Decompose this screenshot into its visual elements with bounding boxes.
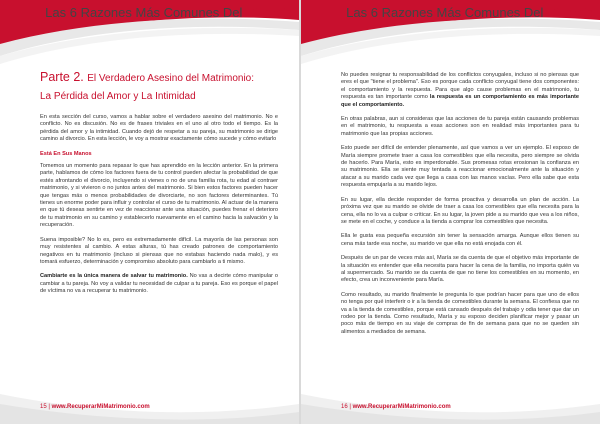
chapter-title-line2: La Pérdida del Amor y La Intimidad	[40, 91, 196, 102]
left-page	[0, 0, 299, 424]
body-paragraph: Ella le gusta esa pequeña excursión sin tener la sensación amarga. Aunque ellos tienen su cena más tarde esa noche, su marido ve que ella no está enojada con él.	[341, 233, 579, 247]
body-paragraph: Después de un par de veces más así, María se da cuenta de que el objetivo más importante de la situación es entender que ella necesita para hacer la cena de la familia, no importa quién va al supermercado. Su marido se da cuenta de que no tiene los comestibles en su momento, en efecto, crea un inconveniente para María.	[341, 255, 579, 284]
chapter-number: Parte 2.	[40, 70, 84, 84]
header-title: Las 6 Razones Más Comunes Del Divorcio	[346, 5, 594, 20]
header-title: Las 6 Razones Más Comunes Del Divorcio	[45, 5, 293, 20]
body-paragraph: No puedes resignar tu responsabilidad de los conflictos conyugales, incluso si no piensas que eres el que "tiene el problema". Eso es porque cada conflicto conyugal tiene dos componentes: el comportamiento y la respuesta. Para que algo cause problemas en el matrimonio, tu respuesta es tan importante como la respuesta es un comportamiento es más importante que el comportamiento.	[341, 72, 579, 108]
body-paragraph: Cambiarte es la única manera de salvar tu matrimonio. No vas a decirte cómo manipular o cambiar a tu pareja. No voy a validar tu necesidad de culpar a tu pareja. Eso es porque el papel de víctima no va a recuperar tu matrimonio.	[40, 273, 278, 295]
intro-paragraph: En esta sección del curso, vamos a hablar sobre el verdadero asesino del matrimonio. No e conflicto. No es discusión. No es de frases triviales en el uno al otro todo el tiempo. Es la pérdida del amor y la intimidad. Cuando dejó de respetar a su pareja, su matrimonio se dirige camino al divorcio. En esta lección, le voy a mostrar exactamente cómo sucede y cómo evitarlo	[40, 114, 278, 143]
body-paragraph: Suena imposible? No lo es, pero es extremadamente difícil. La mayoría de las personas son muy resistentes al cambio. A estas alturas, tú has creado patrones de comportamiento negativos en tu matrimonio (incluso si piensas que no estabas haciendo nada malo), y es tomará esfuerzo, determinación y compromiso absoluto para cambiarlo a ti mismo.	[40, 236, 278, 265]
footer-swoosh-graphic	[0, 364, 299, 424]
page-number: 15	[40, 404, 47, 410]
page-footer: 16 | www.RecuperarMiMatrimonio.com	[341, 404, 451, 410]
body-paragraph: En otras palabras, aun si consideras que las acciones de tu pareja están causando problemas en el matrimonio, tu respuesta a esas acciones son en realidad más importantes para tu matrimonio que las propias acciones.	[341, 116, 579, 137]
right-body-text	[341, 72, 579, 343]
chapter-heading	[40, 70, 285, 104]
chapter-subtitle: El Verdadero Asesino del Matrimonio:	[87, 73, 255, 84]
section-heading: Está En Sus Manos	[40, 150, 92, 157]
body-paragraph: En su lugar, ella decide responder de forma proactiva y desarrolla un plan de acción. La próxima vez que su marido se olvide de traer a casa los comestibles que ella necesita para la cena, ella no lo va a culpar o criticar. En su lugar, la joven pide a su marido que vea a los niños, se mete en el coche, y conduce a la tienda a comprar los comestibles que necesita.	[341, 196, 579, 225]
body-paragraph: Tomemos un momento para repasar lo que has aprendido en la lección anterior. En la primera parte, hablamos de cómo los factores fuera de tu control pueden afectar la probabilidad de que estés afrontando el divorcio, incluyendo si vienes o no de una familia rota, tu edad al contraer matrimonio, y si vivieron o no juntos antes del matrimonio. Si bien estos factores pueden hacer que tengas más o menos probabilidades de divorciarte, no son factores determinantes. Tú tienes un enorme poder para influir y controlar el curso de tu matrimonio. Al actuar de la manera en que tú deseas sentirte en vez de reaccionar ante una situación, puedes frenar el deterioro de tu matrimonio en su camino y establecerlo nuevamente en el camino hacia la salvación y la recuperación.	[40, 163, 278, 229]
footer-url[interactable]: www.RecuperarMiMatrimonio.com	[352, 404, 451, 410]
footer-url[interactable]: www.RecuperarMiMatrimonio.com	[51, 404, 150, 410]
page-number: 16	[341, 404, 348, 410]
body-paragraph: Como resultado, su marido finalmente le pregunta lo que podrían hacer para que uno de ellos no tenga por qué interferir o ir a la tienda de comestibles durante la semana. El confiesa que no va a la tienda de comestibles, porque está cansado después del trabajo y odia tener que dar un rodeo por la tienda. Como resultado, María y su esposo deciden planificar mejor y pasar un poco más de tiempo en su viaje de compras de fin de semana para que no se queden sin alimentos a mediados de semana.	[341, 291, 579, 335]
right-page	[301, 0, 600, 424]
footer-swoosh-graphic	[301, 364, 600, 424]
page-footer: 15 | www.RecuperarMiMatrimonio.com	[40, 404, 150, 410]
left-body-text	[40, 114, 278, 303]
body-paragraph: Esto puede ser difícil de entender plenamente, así que vamos a ver un ejemplo. El esposo de María siempre promete traer a casa los comestibles que ella necesita, pero siempre se olvida de hacerlo. Para María, esto es imperdonable. Sus promesas rotas erosionan la confianza en su matrimonio. Ella se siente muy tentada a reaccionar emocionalmente ante la situación y atacar a su marido cada vez que llega a casa con las manos vacías. Pero ella sabe que esta respuesta empujaría a su marido lejos.	[341, 145, 579, 189]
